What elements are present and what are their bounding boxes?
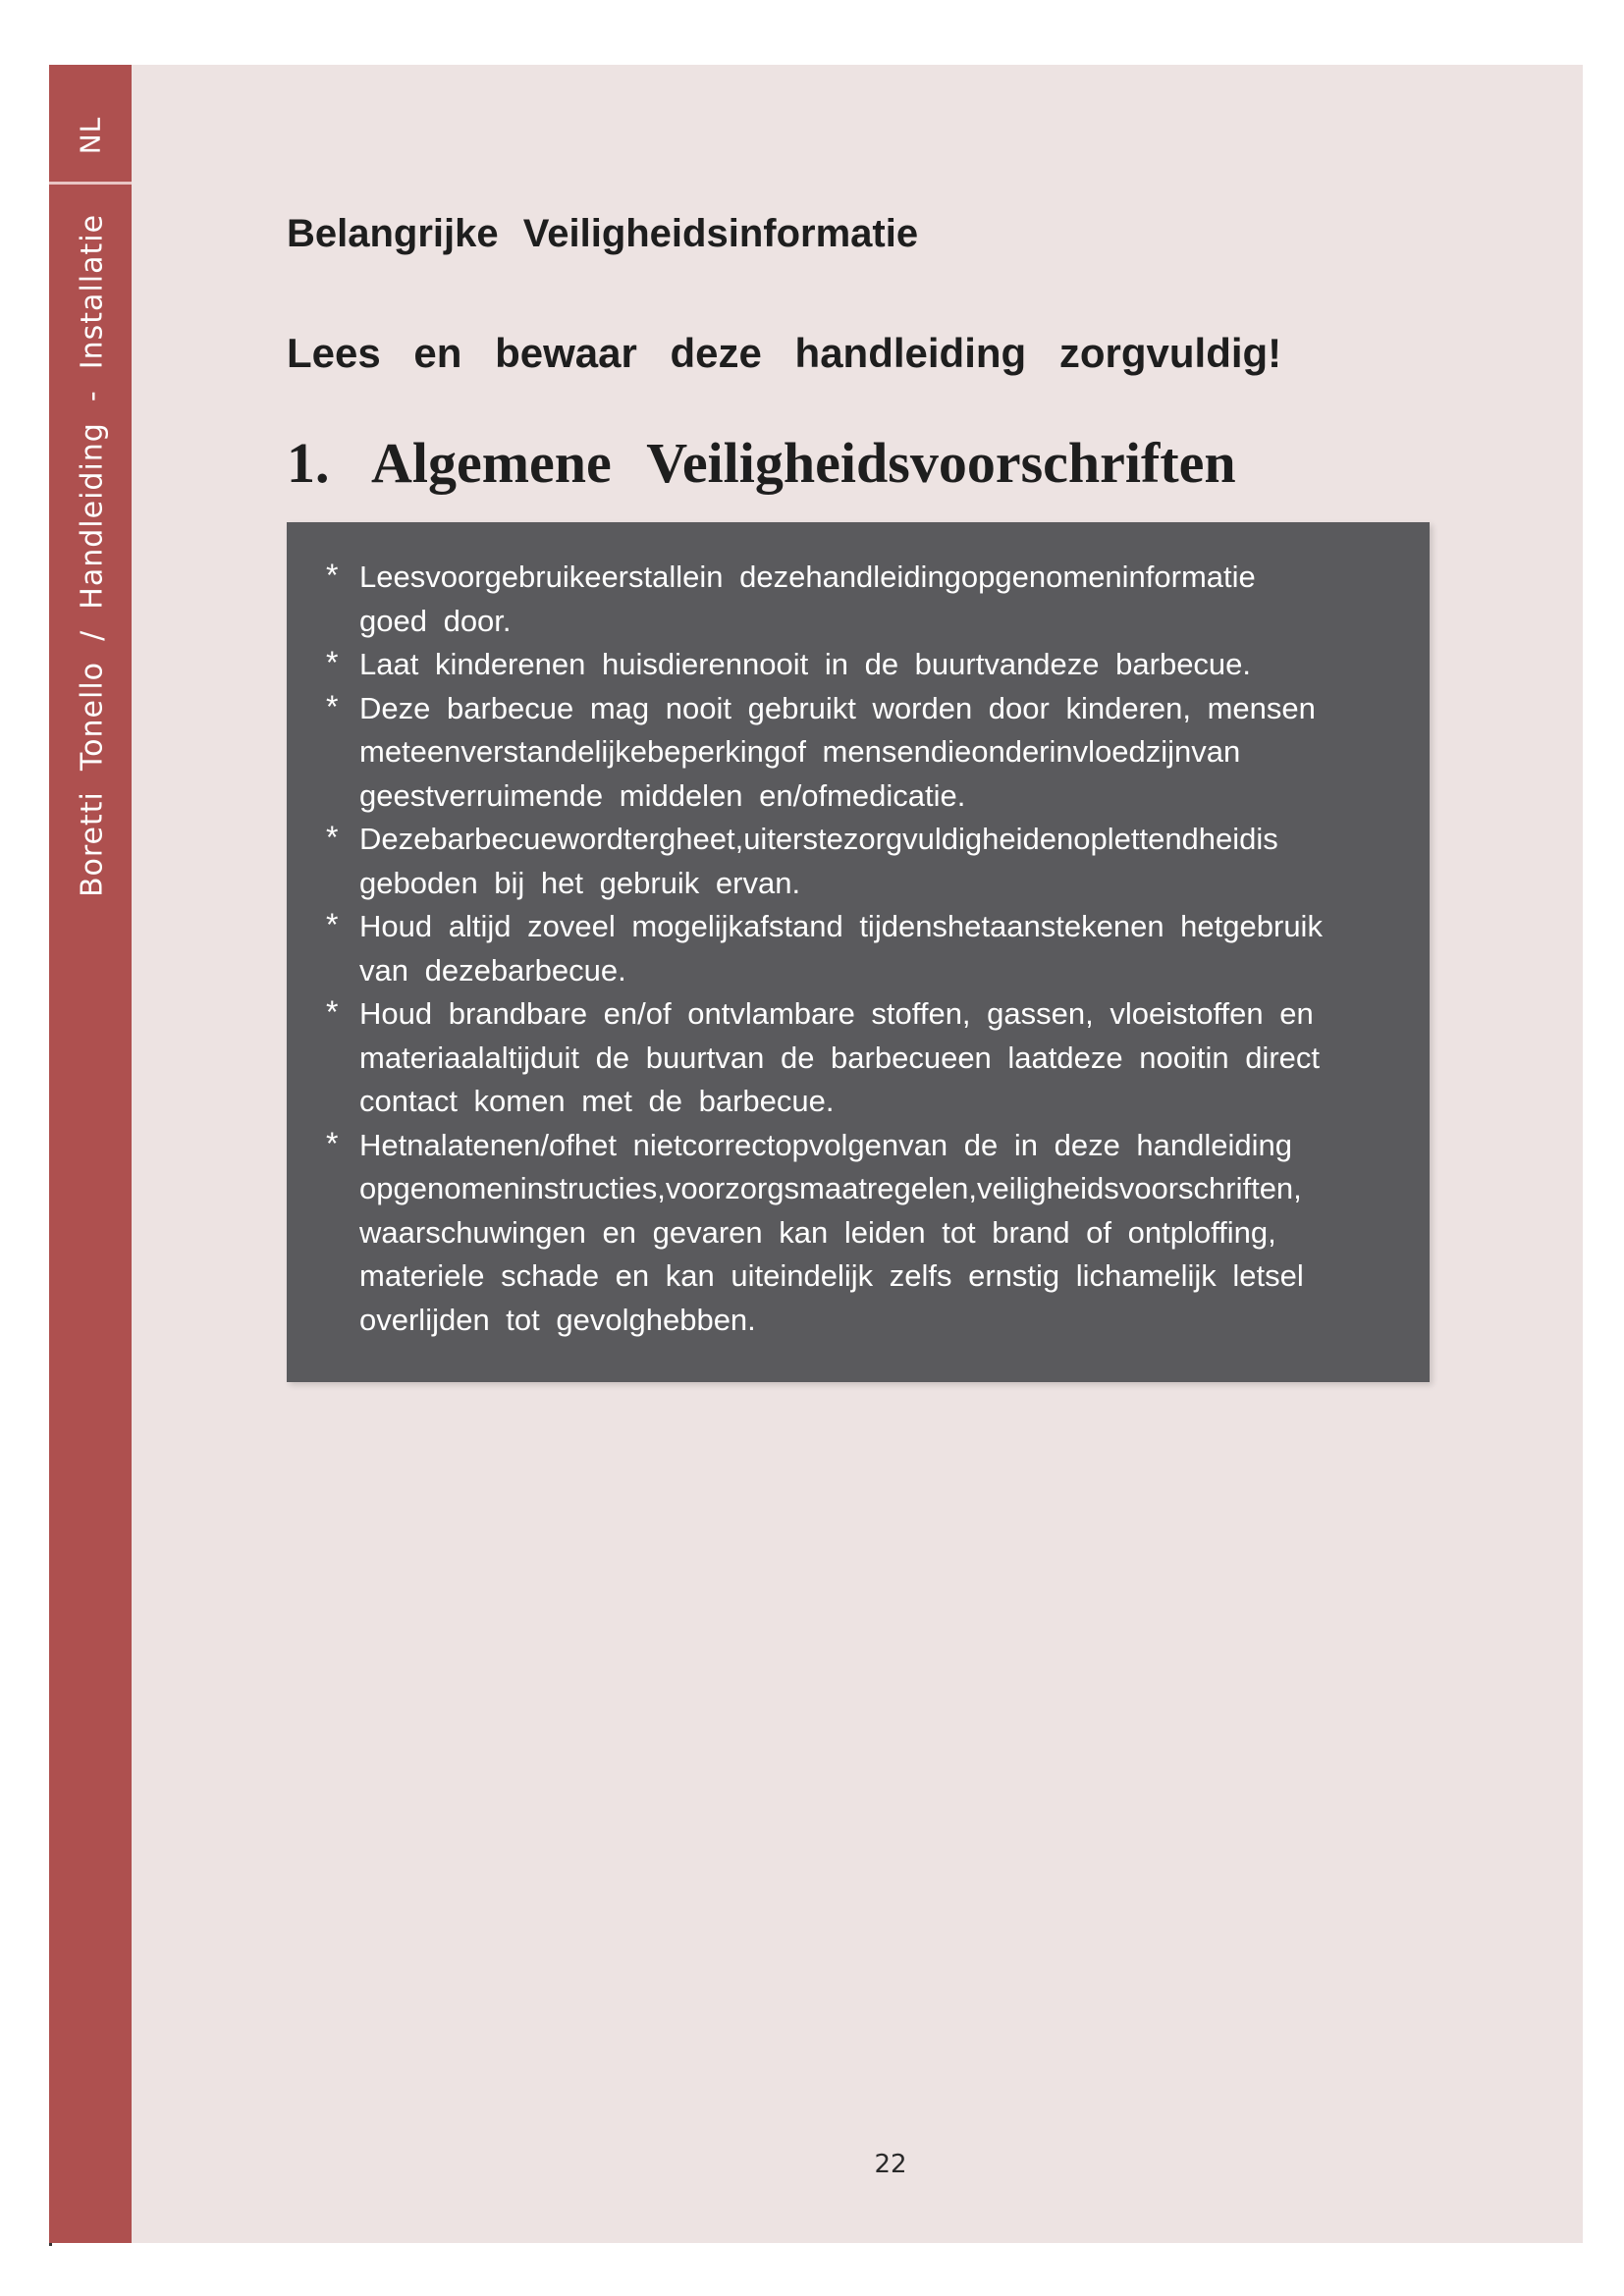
safety-item-line: Houd brandbare en/of ontvlambare stoffen, gassen, vloeistoffen en xyxy=(359,996,1314,1031)
safety-item-line: opgenomeninstructies,voorzorgsmaatregelen,veiligheidsvoorschriften, xyxy=(359,1171,1302,1205)
safety-item xyxy=(326,992,1430,1124)
bullet-star-icon: * xyxy=(326,994,339,1030)
safety-item-line: Dezebarbecuewordtergheet,uiterstezorgvuldigheidenoplettendheidis xyxy=(359,822,1278,856)
bullet-star-icon: * xyxy=(326,820,339,855)
page-title: Belangrijke Veiligheidsinformatie xyxy=(287,212,919,255)
safety-item-line: Houd altijd zoveel mogelijkafstand tijdenshetaanstekenen hetgebruik xyxy=(359,909,1323,943)
section-title-text: Algemene Veiligheidsvoorschriften xyxy=(371,431,1236,495)
sidebar-divider xyxy=(49,182,132,185)
bullet-star-icon: * xyxy=(326,558,339,593)
safety-item-line: Deze barbecue mag nooit gebruikt worden door kinderen, mensen xyxy=(359,690,1316,725)
safety-item xyxy=(326,643,1430,687)
safety-item-line: goed door. xyxy=(359,603,512,638)
bullet-star-icon: * xyxy=(326,688,339,724)
safety-item-line: materiaalaltijduit de buurtvan de barbecueen laatdeze nooitin direct xyxy=(359,1040,1320,1075)
bullet-star-icon: * xyxy=(326,1125,339,1161)
safety-list xyxy=(287,522,1430,1342)
sidebar-document-label: Boretti Tonello / Handleiding - Installatie xyxy=(75,213,110,898)
safety-item xyxy=(326,556,1430,643)
safety-item-line: geestverruimende middelen en/ofmedicatie. xyxy=(359,777,966,813)
safety-item-line: van dezebarbecue. xyxy=(359,952,626,988)
bullet-star-icon: * xyxy=(326,907,339,942)
safety-item-line: materiele schade en kan uiteindelijk zelfs ernstig lichamelijk letsel xyxy=(359,1258,1304,1293)
safety-item xyxy=(326,818,1430,905)
safety-item-line: overlijden tot gevolghebben. xyxy=(359,1302,756,1337)
page-subtitle: Lees en bewaar deze handleiding zorgvuldig! xyxy=(287,330,1282,376)
safety-item-line: waarschuwingen en gevaren kan leiden tot brand of ontploffing, xyxy=(359,1214,1276,1250)
safety-item xyxy=(326,905,1430,992)
corner-mark xyxy=(49,2243,52,2246)
section-heading xyxy=(287,430,1236,496)
sidebar-language-label: NL xyxy=(74,116,107,155)
safety-item xyxy=(326,1124,1430,1343)
safety-item-line: Hetnalatenen/ofhet nietcorrectopvolgenvan de in deze handleiding xyxy=(359,1127,1293,1162)
safety-item-line: contact komen met de barbecue. xyxy=(359,1084,835,1118)
safety-item-line: Laat kinderenen huisdierennooit in de buurtvandeze barbecue. xyxy=(359,647,1252,681)
safety-item-line: meteenverstandelijkebeperkingof mensendieonderinvloedzijnvan xyxy=(359,734,1241,769)
safety-item-line: Leesvoorgebruikeerstallein dezehandleidingopgenomeninformatie xyxy=(359,560,1256,594)
safety-item-line: geboden bij het gebruik ervan. xyxy=(359,865,801,900)
section-number: 1. xyxy=(287,431,330,495)
safety-item xyxy=(326,687,1430,819)
bullet-star-icon: * xyxy=(326,645,339,680)
page-number: 22 xyxy=(874,2150,907,2179)
safety-info-box xyxy=(287,522,1430,1382)
